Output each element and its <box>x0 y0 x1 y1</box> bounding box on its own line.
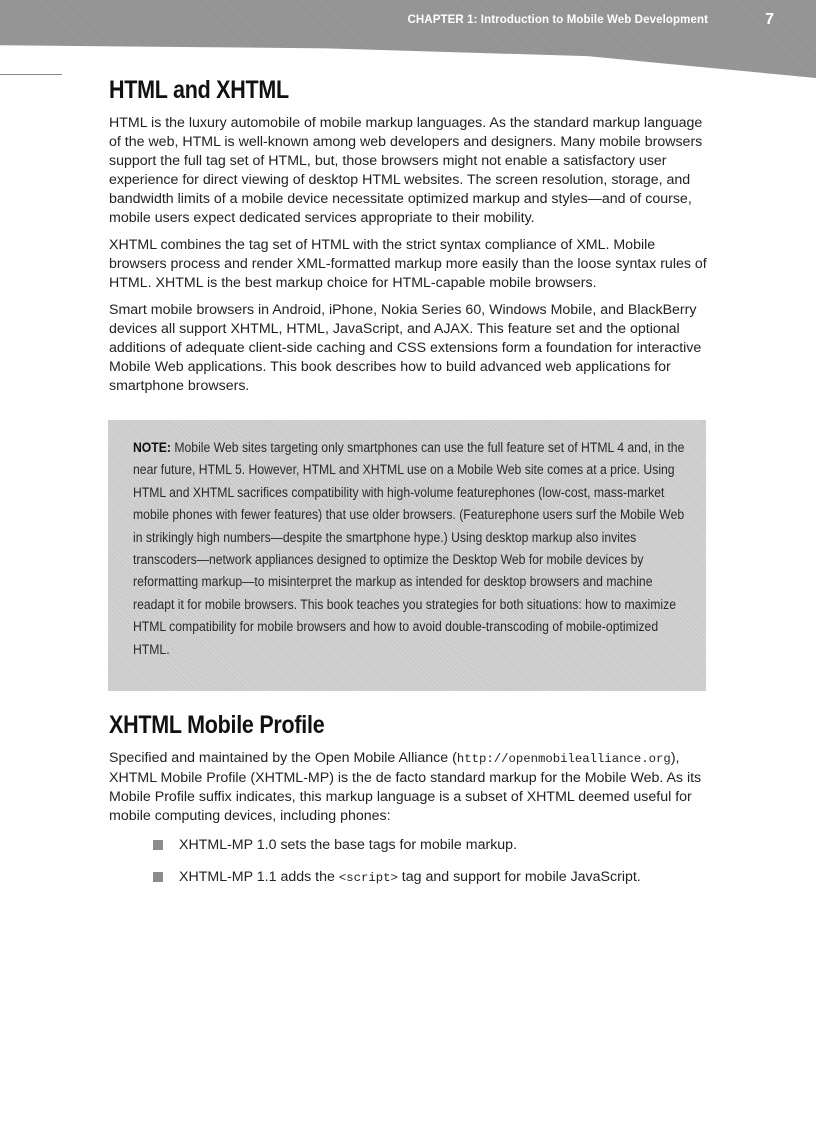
list-item <box>153 836 709 855</box>
intro-text-continued: ), XHTML Mobile Profile (XHTML-MP) is the de facto standard markup for the Mobile Web. As its Mobile Profile suffix indicates, this markup language is a subset of XHTML deemed useful for mobile computing devices, including phones: <box>109 750 702 824</box>
list-item-text: XHTML-MP 1.0 sets the base tags for mobile markup. <box>179 837 518 853</box>
list-item-text-continued: tag and support for mobile JavaScript. <box>397 869 641 885</box>
note-body: Mobile Web sites targeting only smartphones can use the full feature set of HTML 4 and, in the near future, HTML 5. However, HTML and XHTML use on a Mobile Web site comes at a price. Using HTML and XHTML sacrifices compatibility with high-volume featurephones (low-cost, mass-market mobile phones with fewer features) that use older browsers. (Featurephone users surf the Mobile Web in strikingly high numbers—despite the smartphone hype.) Using desktop markup also invites transcoders—network appliances designed to optimize the Desktop Web for mobile devices by reformatting markup—to misinterpret the markup as intended for desktop browsers and machine readapt it for mobile browsers. This book teaches you strategies for both situations: how to maximize HTML compatibility for mobile browsers and how to avoid double-transcoding of mobile-optimized HTML. <box>133 440 685 658</box>
body-paragraph: XHTML combines the tag set of HTML with the strict syntax compliance of XML. Mobile browsers process and render XML-formatted markup more easily than the loose syntax rules of HTML. XHTML is the best markup choice for HTML-capable mobile browsers. <box>109 237 707 291</box>
chapter-header-band <box>0 0 816 78</box>
page-number: 7 <box>765 11 774 28</box>
square-bullet-icon <box>153 840 163 850</box>
body-paragraph: Smart mobile browsers in Android, iPhone, Nokia Series 60, Windows Mobile, and BlackBerry devices all support XHTML, HTML, JavaScript, and AJAX. This feature set and the optional additions of adequate client-side caching and CSS extensions form a foundation for interactive Mobile Web applications. This book describes how to build advanced web applications for smartphone browsers. <box>109 302 702 394</box>
body-paragraph: HTML is the luxury automobile of mobile markup languages. As the standard markup language of the web, HTML is well-known among web developers and designers. Many mobile browsers support the full tag set of HTML, but, those browsers might not enable a satisfactory user experience for direct viewing of desktop HTML websites. The screen resolution, storage, and bandwidth limits of a mobile device necessitate optimized markup and styles—and of course, mobile users expect dedicated services appropriate to their mobility. <box>109 115 703 226</box>
feature-list <box>109 836 709 888</box>
omna-url: http://openmobilealliance.org <box>456 752 671 766</box>
chapter-title: CHAPTER 1: Introduction to Mobile Web Development <box>407 14 708 26</box>
section-heading-xhtml-mp: XHTML Mobile Profile <box>109 711 325 739</box>
note-label: NOTE: <box>133 440 171 456</box>
page-content <box>109 76 709 888</box>
body-paragraph <box>109 749 709 826</box>
list-item-text: XHTML-MP 1.1 adds the <box>179 869 339 885</box>
intro-text: Specified and maintained by the Open Mobile Alliance ( <box>109 750 457 766</box>
list-item <box>153 868 709 888</box>
left-rule-divider <box>0 74 62 75</box>
section-heading-html-xhtml: HTML and XHTML <box>109 76 289 104</box>
square-bullet-icon <box>153 872 163 882</box>
note-box <box>108 420 706 691</box>
note-text <box>133 437 692 661</box>
script-tag-code: <script> <box>338 871 398 885</box>
